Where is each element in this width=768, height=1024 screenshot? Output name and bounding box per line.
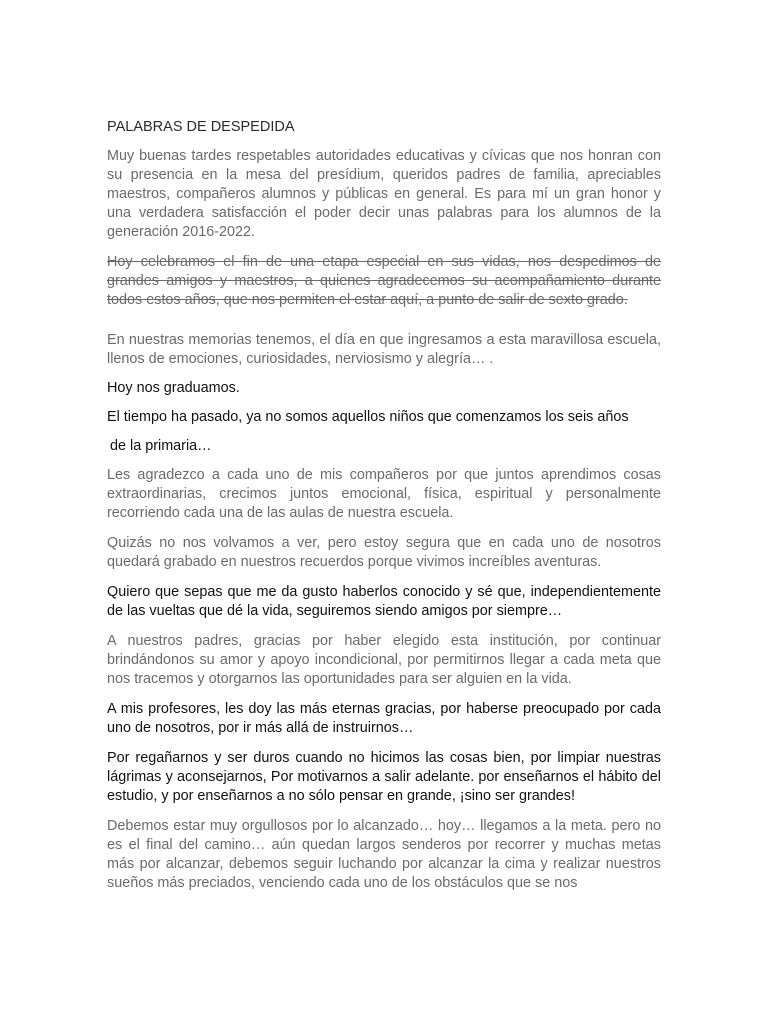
paragraph-time-passed: El tiempo ha pasado, ya no somos aquellos niños que comenzamos los seis años [107, 409, 629, 425]
paragraph-scolding: Por regañarnos y ser duros cuando no hicimos las cosas bien, por limpiar nuestras lágrimas y aconsejarnos, Por motivarnos a salir adelante. por enseñarnos el hábito del estudio, y por enseñarnos a no sólo pensar en grande, ¡sino ser grandes! [107, 750, 661, 804]
paragraph-primary: de la primaria… [110, 438, 212, 454]
document-page [107, 118, 661, 893]
paragraph-parents: A nuestros padres, gracias por haber elegido esta institución, por continuar brindándonos su amor y apoyo incondicional, por permitirnos llegar a cada meta que nos tracemos y otorgarnos las oportunidades para ser alguien en la vida. [107, 633, 661, 687]
paragraph-teachers: A mis profesores, les doy las más eternas gracias, por haberse preocupado por cada uno de nosotros, por ir más allá de instruirnos… [107, 701, 661, 736]
paragraph-friends-forever: Quiero que sepas que me da gusto haberlos conocido y sé que, independientemente de las vueltas que dé la vida, seguiremos siendo amigos por siempre… [107, 584, 661, 619]
paragraph-memories: En nuestras memorias tenemos, el día en que ingresamos a esta maravillosa escuela, llenos de emociones, curiosidades, nerviosismo y alegría… . [107, 332, 661, 367]
paragraph-struck-celebration: Hoy celebramos el fin de una etapa especial en sus vidas, nos despedimos de grandes amigos y maestros, a quienes agradecemos su acompañamiento durante todos estos años, que nos permiten el estar aquí, a punto de salir de sexto grado. [107, 254, 661, 308]
paragraph-pride: Debemos estar muy orgullosos por lo alcanzado… hoy… llegamos a la meta. pero no es el final del camino… aún quedan largos senderos por recorrer y muchas metas más por alcanzar, debemos seguir luchando por alcanzar la cima y realizar nuestros sueños más preciados, venciendo cada uno de los obstáculos que se nos [107, 818, 661, 891]
paragraph-greeting: Muy buenas tardes respetables autoridades educativas y cívicas que nos honran con su presencia en la mesa del presídium, queridos padres de familia, apreciables maestros, compañeros alumnos y públicas en general. Es para mí un gran honor y una verdadera satisfacción el poder decir unas palabras para los alumnos de la generación 2016-2022. [107, 148, 661, 240]
paragraph-classmates: Les agradezco a cada uno de mis compañeros por que juntos aprendimos cosas extraordinarias, crecimos juntos emocional, física, espiritual y personalmente recorriendo cada una de las aulas de nuestra escuela. [107, 467, 661, 521]
paragraph-memories-adventures: Quizás no nos volvamos a ver, pero estoy segura que en cada uno de nosotros quedará grabado en nuestros recuerdos porque vivimos increíbles aventuras. [107, 535, 661, 570]
document-title: PALABRAS DE DESPEDIDA [107, 119, 295, 135]
paragraph-graduation: Hoy nos graduamos. [107, 380, 240, 396]
